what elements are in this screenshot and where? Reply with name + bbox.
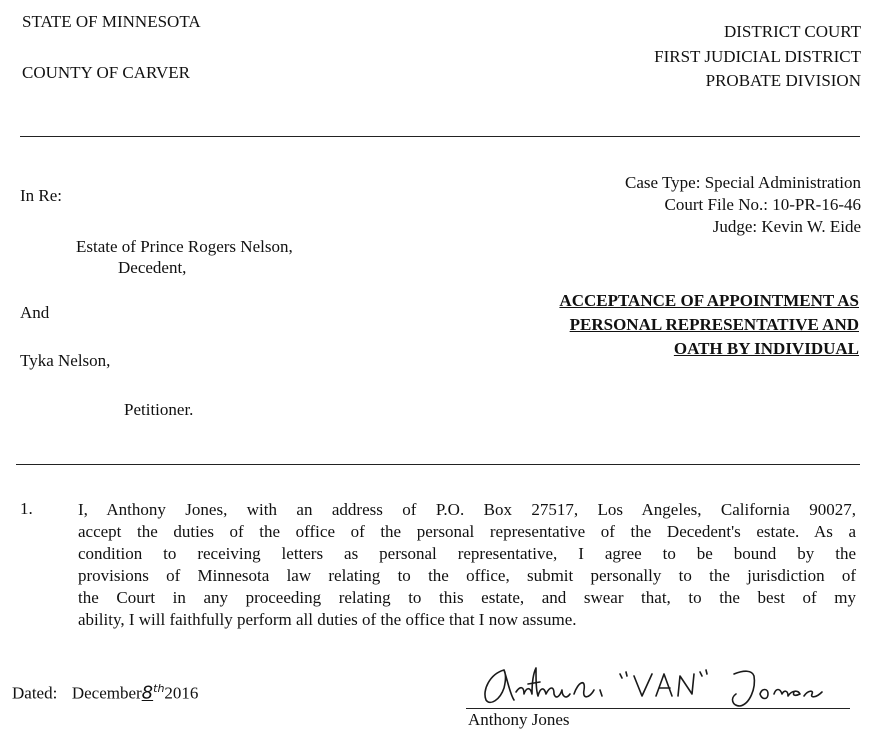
county-name: COUNTY OF CARVER <box>22 63 191 82</box>
document-title-line-1: ACCEPTANCE OF APPOINTMENT AS <box>559 291 859 310</box>
estate-name: Estate of Prince Rogers Nelson, <box>76 237 293 256</box>
decedent-label: Decedent, <box>118 258 187 277</box>
paragraph-line: ability, I will faithfully perform all duties of the office that I now assume. <box>78 610 577 629</box>
signer-name: Anthony Jones <box>468 710 570 729</box>
paragraph-line: accept the duties of the office of the personal representative of the Decedent's estate. As a <box>78 522 856 541</box>
court-division: PROBATE DIVISION <box>705 71 861 90</box>
handwritten-date-suffix: th <box>153 682 165 695</box>
paragraph-line: the Court in any proceeding relating to this estate, and swear that, to the best of my <box>78 588 856 607</box>
paragraph-line: I, Anthony Jones, with an address of P.O. Box 27517, Los Angeles, California 90027, <box>78 500 856 519</box>
in-re-label: In Re: <box>20 186 63 205</box>
document-title-line-3: OATH BY INDIVIDUAL <box>673 339 859 358</box>
paragraph-number: 1. <box>20 499 33 518</box>
signature-line <box>466 708 850 709</box>
paragraph-line: provisions of Minnesota law relating to the office, submit personally to the jurisdiction of <box>78 566 856 585</box>
dated-label: Dated: <box>12 683 58 703</box>
oath-paragraph <box>78 499 856 631</box>
court-file-number: Court File No.: 10-PR-16-46 <box>664 195 861 214</box>
petitioner-name: Tyka Nelson, <box>20 351 111 370</box>
paragraph-line: condition to receiving letters as personal representative, I agree to be bound by the <box>78 544 856 563</box>
and-label: And <box>20 303 50 322</box>
judge-name: Judge: Kevin W. Eide <box>712 217 861 236</box>
petitioner-label: Petitioner. <box>124 400 194 419</box>
date-line <box>12 682 198 704</box>
handwritten-signature <box>470 660 860 712</box>
caption-divider-top <box>20 136 860 137</box>
case-type: Case Type: Special Administration <box>625 173 861 192</box>
court-name: DISTRICT COURT <box>723 22 861 41</box>
judicial-district: FIRST JUDICIAL DISTRICT <box>654 47 861 66</box>
document-title-line-2: PERSONAL REPRESENTATIVE AND <box>569 315 859 334</box>
state-name: STATE OF MINNESOTA <box>22 12 201 31</box>
handwritten-date-day: 8 <box>141 682 154 704</box>
caption-divider-bottom <box>16 464 860 465</box>
date-month: December <box>71 683 142 703</box>
date-year: 2016 <box>164 683 199 703</box>
